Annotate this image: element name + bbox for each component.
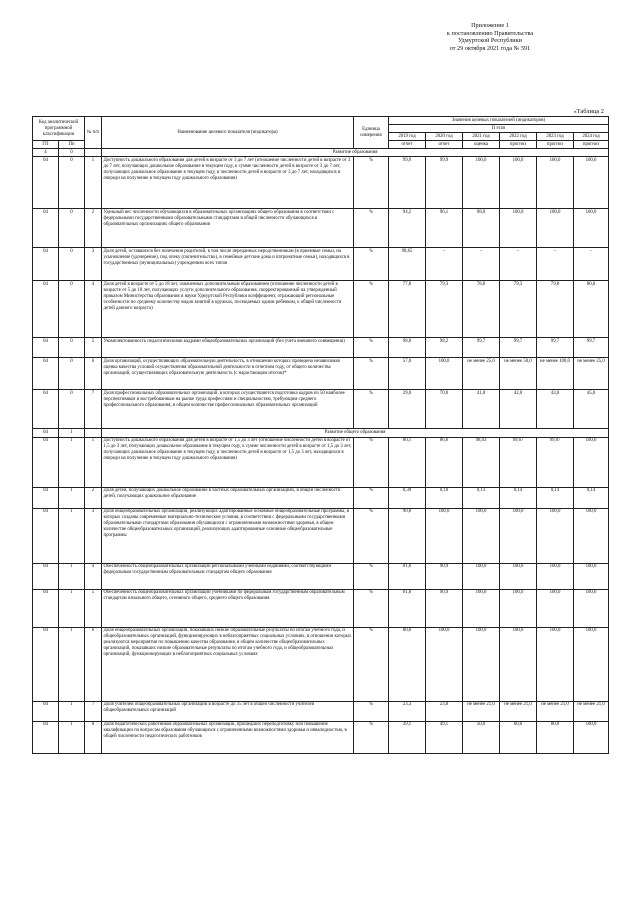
table-row xyxy=(33,338,609,358)
row-name: Доля детей, оставшихся без попечения родителей, в том числе переданных неродственникам (в приемные семьи, на усыновление (удочерение), под опеку (попечительство), в семейные детские дома и патронатные семьи), находящихся в государственных (муниципальных) учреждениях всех типов xyxy=(102,248,354,281)
row-value: 49,1 xyxy=(426,721,463,753)
row-value: 100,0 xyxy=(463,563,500,589)
header-num: № п/п xyxy=(85,117,102,149)
row-name: Доступность дошкольного образования для детей в возрасте от 3 до 7 лет (отношение численности детей в возрасте от 3 до 7 лет, получающих дошкольное образование в текущем году, к сумме численности детей в возрасте от 3 до 7 лет, получающих дошкольное образование в текущем году, и численности детей в возрасте от 3 до 7 лет, находящихся в очереди на получение в текущем году дошкольного образования) xyxy=(102,157,354,209)
row-value: не менее 25,0 xyxy=(574,358,609,390)
appendix-line-4: от 29 октября 2021 года № 591 xyxy=(449,44,531,52)
row-unit: % xyxy=(354,248,389,281)
table-row xyxy=(33,209,609,248)
row-value: 100,0 xyxy=(537,209,574,248)
row-unit: % xyxy=(354,487,389,508)
row-value: 99,7 xyxy=(500,338,537,358)
row-num: 4 xyxy=(85,281,102,338)
row-num: 2 xyxy=(85,209,102,248)
row-unit: % xyxy=(354,508,389,563)
row-value: 99,67 xyxy=(500,437,537,487)
table-row xyxy=(33,358,609,390)
row-value: не менее 21,0 xyxy=(537,701,574,721)
row-value: 80,1 xyxy=(389,437,426,487)
row-value: 79,3 xyxy=(426,281,463,338)
row-value: 80,0 xyxy=(389,627,426,701)
row-unit: % xyxy=(354,390,389,429)
header-gp: ГП xyxy=(33,141,59,149)
row-value: 0,13 xyxy=(463,487,500,508)
row-value: 99,87 xyxy=(537,437,574,487)
row-value: 90,9 xyxy=(426,589,463,627)
row-num: 5 xyxy=(85,589,102,627)
row-value: 45,0 xyxy=(574,390,609,429)
row-pp: 1 xyxy=(59,701,85,721)
row-gp: 04 xyxy=(33,248,59,281)
row-gp: 04 xyxy=(33,508,59,563)
row-pp: 1 xyxy=(59,563,85,589)
table-row xyxy=(33,589,609,627)
row-unit: % xyxy=(354,721,389,753)
row-value: 100,0 xyxy=(574,437,609,487)
row-value: 100,0 xyxy=(574,563,609,589)
row-name: Доля детей, получающих дошкольное образование в частных образовательных организациях, в общей численности детей, получающих дошкольное образование xyxy=(102,487,354,508)
row-pp: 0 xyxy=(59,338,85,358)
row-value: 39,0 xyxy=(389,390,426,429)
row-gp: 04 xyxy=(33,358,59,390)
table-row xyxy=(33,248,609,281)
row-value: 100,0 xyxy=(574,508,609,563)
section-gp: 4 xyxy=(33,149,59,157)
table-label: «Таблица 2 xyxy=(573,108,604,115)
row-value: не менее 25,0 xyxy=(463,358,500,390)
row-value: 50,0 xyxy=(463,721,500,753)
row-pp: 1 xyxy=(59,437,85,487)
row-value: 0,30 xyxy=(389,487,426,508)
table-row xyxy=(33,157,609,209)
row-value: 98,0 xyxy=(463,209,500,248)
row-value: 100,0 xyxy=(537,157,574,209)
table-row xyxy=(33,390,609,429)
row-value: 100,0 xyxy=(500,589,537,627)
row-gp: 04 xyxy=(33,701,59,721)
row-value: 39,1 xyxy=(389,721,426,753)
row-value: 78,8 xyxy=(463,281,500,338)
row-value: – xyxy=(537,248,574,281)
row-value: 77,8 xyxy=(389,281,426,338)
row-pp: 0 xyxy=(59,209,85,248)
row-value: 99,7 xyxy=(537,338,574,358)
row-name: Обеспеченность общеобразовательных организаций учебниками по федеральным государственным образовательным стандартам начального общего, основного общего, среднего общего образования xyxy=(102,589,354,627)
header-year: 2023 год xyxy=(537,133,574,141)
header-pp: Пп xyxy=(59,141,85,149)
row-pp: 0 xyxy=(59,390,85,429)
row-num: 3 xyxy=(85,248,102,281)
row-gp: 04 xyxy=(33,209,59,248)
row-unit: % xyxy=(354,589,389,627)
section-title: Развитие общего образования xyxy=(102,429,609,437)
row-value: 98,03 xyxy=(463,437,500,487)
header-unit: Единица измерения xyxy=(354,117,389,149)
row-unit: % xyxy=(354,627,389,701)
section-title: Развитие образования xyxy=(102,149,609,157)
table-row xyxy=(33,508,609,563)
row-value: не менее 21,0 xyxy=(574,701,609,721)
row-gp: 04 xyxy=(33,437,59,487)
table-row xyxy=(33,437,609,487)
row-gp: 04 xyxy=(33,157,59,209)
appendix-line-1: Приложение 1 xyxy=(471,22,509,29)
row-value: 100,0 xyxy=(574,157,609,209)
row-value: 0,18 xyxy=(426,487,463,508)
row-unit: % xyxy=(354,563,389,589)
row-num: 4 xyxy=(85,563,102,589)
row-value: 23,8 xyxy=(426,701,463,721)
row-value: 100,0 xyxy=(426,358,463,390)
row-name: Удельный вес численности обучающихся в образовательных организациях общего образования в соответствии с федеральными государственными образовательными стандартами в общей численности обучающихся в образовательных организациях общего образования xyxy=(102,209,354,248)
row-unit: % xyxy=(354,157,389,209)
header-year: 2021 год xyxy=(463,133,500,141)
row-name: Доля профессиональных образовательных организаций, в которых осуществляется подготовка кадров по 50 наиболее перспективным и востребованным на рынке труда профессиям и специальностям, требующим среднего профессионального образования, в общем количестве профессиональных образовательных организаций xyxy=(102,390,354,429)
row-value: 100,0 xyxy=(500,563,537,589)
row-name: Укомплектованность педагогическими кадрами общеобразовательных организаций (без учета внешнего совмещения) xyxy=(102,338,354,358)
row-num: 1 xyxy=(85,437,102,487)
header-year: 2022 год xyxy=(500,133,537,141)
row-gp: 04 xyxy=(33,563,59,589)
row-value: 98,65 xyxy=(389,248,426,281)
row-name: Доля организаций, осуществляющих образовательную деятельность, в отношении которых проведена независимая оценка качества условий осуществления образовательной деятельности в отчетном году, от общего количества организаций, осуществляющих образовательную деятельность (с нарастающим итогом)* xyxy=(102,358,354,390)
row-num: 6 xyxy=(85,627,102,701)
row-unit: % xyxy=(354,281,389,338)
row-value: 96,1 xyxy=(426,209,463,248)
row-value: 100,0 xyxy=(463,589,500,627)
row-value: не менее 21,0 xyxy=(463,701,500,721)
empty-cell xyxy=(85,149,102,157)
row-pp: 0 xyxy=(59,358,85,390)
row-pp: 1 xyxy=(59,589,85,627)
row-value: 79,3 xyxy=(500,281,537,338)
row-name: Доля общеобразовательных организаций, реализующих адаптированные основные общеобразовательные программы, в которых созданы современные материально-технические условия, в соответствии с федеральными государственными образовательными стандартами образования обучающихся с ограниченными возможностями здоровья, в общем количестве общеобразовательных организаций, реализующих адаптированные основные общеобразовательные программы xyxy=(102,508,354,563)
row-value: 100,0 xyxy=(574,209,609,248)
row-value: 41,0 xyxy=(463,390,500,429)
row-value: 100,0 xyxy=(574,627,609,701)
indicators-table xyxy=(32,116,609,754)
appendix-line-3: Удмуртской Республики xyxy=(458,37,522,45)
row-value: 81,8 xyxy=(389,589,426,627)
row-gp: 04 xyxy=(33,487,59,508)
row-pp: 0 xyxy=(59,157,85,209)
row-value: 100,0 xyxy=(537,589,574,627)
appendix-header xyxy=(390,22,590,52)
row-num: 8 xyxy=(85,721,102,753)
row-value: 99,7 xyxy=(463,338,500,358)
row-unit: % xyxy=(354,338,389,358)
row-value: 100,0 xyxy=(537,563,574,589)
row-name: Доля педагогических работников образовательных организаций, прошедших переподготовку или повышение квалификации по вопросам образования обучающихся с ограниченными возможностями здоровья и инвалидностью, в общей численности педагогических работников xyxy=(102,721,354,753)
header-name: Наименование целевого показателя (индикатора) xyxy=(102,117,354,149)
row-value: – xyxy=(463,248,500,281)
row-value: 98,2 xyxy=(426,338,463,358)
row-value: 0,14 xyxy=(500,487,537,508)
row-value: 42,0 xyxy=(500,390,537,429)
row-value: 86,6 xyxy=(426,437,463,487)
header-year: 2024 год xyxy=(574,133,609,141)
row-name: Доля учителей общеобразовательных организаций в возрасте до 35 лет в общей численности учителей общеобразовательных организаций xyxy=(102,701,354,721)
row-value: 0,14 xyxy=(574,487,609,508)
row-num: 7 xyxy=(85,390,102,429)
row-pp: 0 xyxy=(59,281,85,338)
row-value: 70,0 xyxy=(426,390,463,429)
row-value: 57,0 xyxy=(389,358,426,390)
row-value: 90,6 xyxy=(389,508,426,563)
row-value: 94,2 xyxy=(389,209,426,248)
table-row xyxy=(33,281,609,338)
row-value: не менее 100,0 xyxy=(537,358,574,390)
row-value: 100,0 xyxy=(500,627,537,701)
row-value: 99,9 xyxy=(426,157,463,209)
row-value: 100,0 xyxy=(500,157,537,209)
header-kind: прогноз xyxy=(574,141,609,149)
row-value: 100,0 xyxy=(574,721,609,753)
row-unit: % xyxy=(354,701,389,721)
header-kind: оценка xyxy=(463,141,500,149)
row-gp: 04 xyxy=(33,627,59,701)
row-num: 7 xyxy=(85,701,102,721)
row-value: – xyxy=(426,248,463,281)
row-name: Доля общеобразовательных организаций, показавших низкие образовательные результаты по итогам учебного года, и общеобразовательных организаций, функционирующих в неблагоприятных социальных условиях, в отношении которых реализуются мероприятия по повышению качества образования, в общем количестве общеобразовательных организаций, показавших низкие образовательные результаты по итогам учебного года, и общеобразовательных организаций, функционирующих в неблагоприятных социальных условиях xyxy=(102,627,354,701)
row-value: 90,9 xyxy=(426,563,463,589)
row-value: – xyxy=(500,248,537,281)
row-num: 6 xyxy=(85,358,102,390)
row-value: 43,0 xyxy=(537,390,574,429)
row-value: 100,0 xyxy=(500,508,537,563)
table-row xyxy=(33,701,609,721)
header-kind: прогноз xyxy=(500,141,537,149)
row-num: 1 xyxy=(85,157,102,209)
table-row xyxy=(33,487,609,508)
row-name: Доля детей в возрасте от 5 до 18 лет, охваченных дополнительным образованием (отношение численности детей в возрасте от 5 до 18 лет, получающих услуги дополнительного образования, скорректированный на утвержденный приказом Министерства образования и науки Удмуртской Республики коэффициент, отражающий региональные особенности по среднему количеству видов занятий в кружках, посещаемых одним ребенком, к общей численности детей данного возраста) xyxy=(102,281,354,338)
row-name: Обеспеченность общеобразовательных организаций региональными учебными изданиями, соответствующими федеральным государственным образовательным стандартам общего образования xyxy=(102,563,354,589)
row-value: 23,3 xyxy=(389,701,426,721)
row-name: Доступность дошкольного образования для детей в возрасте от 1,5 до 3 лет (отношение численности детей в возрасте от 1,5 до 3 лет, получающих дошкольное образование в текущем году, к сумме численности детей в возрасте от 1,5 до 3 лет, получающих дошкольное образование в текущем году, и численности детей в возрасте от 1,5 до 3 лет, находящихся в очереди на получение в текущем году дошкольного образования) xyxy=(102,437,354,487)
row-gp: 04 xyxy=(33,589,59,627)
header-kind: отчет xyxy=(389,141,426,149)
row-pp: 1 xyxy=(59,508,85,563)
table-row xyxy=(33,721,609,753)
row-value: 100,0 xyxy=(574,589,609,627)
row-gp: 04 xyxy=(33,281,59,338)
row-value: 100,0 xyxy=(463,508,500,563)
header-values-title: Значения целевых показателей (индикаторов) xyxy=(389,117,609,125)
row-pp: 1 xyxy=(59,721,85,753)
row-value: 100,0 xyxy=(463,157,500,209)
row-num: 5 xyxy=(85,338,102,358)
row-value: 60,0 xyxy=(500,721,537,753)
header-stage: II этап xyxy=(389,125,609,133)
row-value: 100,0 xyxy=(463,627,500,701)
row-gp: 04 xyxy=(33,338,59,358)
row-value: 100,0 xyxy=(537,508,574,563)
appendix-line-2: к постановлению Правительства xyxy=(446,29,534,37)
row-value: 99,7 xyxy=(574,338,609,358)
section-gp: 04 xyxy=(33,429,59,437)
row-pp: 1 xyxy=(59,487,85,508)
header-code: Код аналитической программной классификации xyxy=(33,117,85,141)
table-row xyxy=(33,563,609,589)
row-value: 100,0 xyxy=(426,627,463,701)
row-unit: % xyxy=(354,209,389,248)
row-num: 3 xyxy=(85,508,102,563)
row-value: не менее 50,0 xyxy=(500,358,537,390)
row-value: – xyxy=(574,248,609,281)
row-gp: 04 xyxy=(33,721,59,753)
section-pp: 0 xyxy=(59,149,85,157)
header-kind: прогноз xyxy=(537,141,574,149)
row-gp: 04 xyxy=(33,390,59,429)
row-value: 80,0 xyxy=(574,281,609,338)
row-unit: % xyxy=(354,358,389,390)
header-year: 2020 год xyxy=(426,133,463,141)
row-value: 99,9 xyxy=(389,157,426,209)
row-unit: % xyxy=(354,437,389,487)
header-year: 2019 год xyxy=(389,133,426,141)
row-value: 98,8 xyxy=(389,338,426,358)
row-value: 81,8 xyxy=(389,563,426,589)
row-value: 100,0 xyxy=(426,508,463,563)
empty-cell xyxy=(85,429,102,437)
row-value: 0,14 xyxy=(537,487,574,508)
row-value: не менее 21,0 xyxy=(500,701,537,721)
row-value: 100,0 xyxy=(537,627,574,701)
header-kind: отчет xyxy=(426,141,463,149)
table-row xyxy=(33,627,609,701)
row-value: 100,0 xyxy=(500,209,537,248)
row-pp: 0 xyxy=(59,248,85,281)
row-num: 2 xyxy=(85,487,102,508)
row-pp: 1 xyxy=(59,627,85,701)
row-value: 79,8 xyxy=(537,281,574,338)
row-value: 80,0 xyxy=(537,721,574,753)
section-pp: 1 xyxy=(59,429,85,437)
